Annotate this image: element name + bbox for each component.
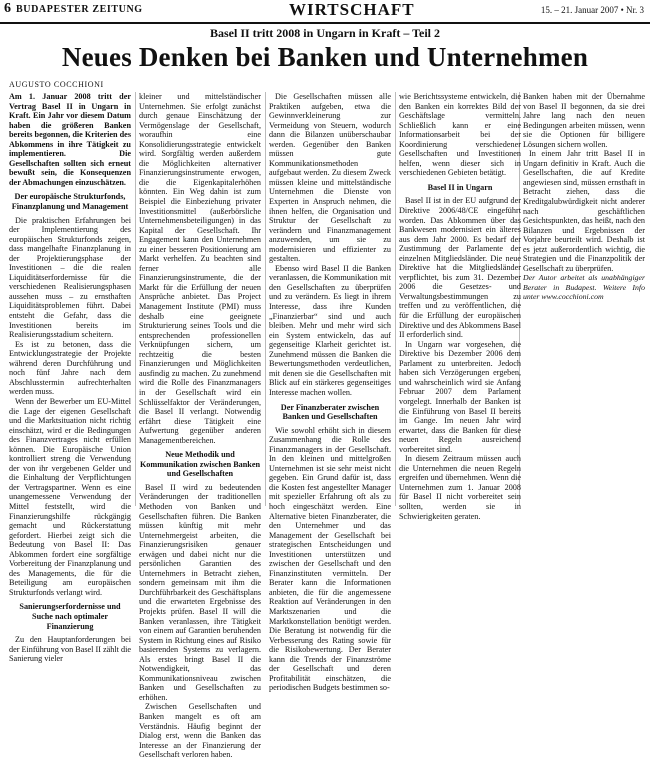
paragraph: In einem Jahr tritt Basel II in Ungarn definitiv in Kraft. Auch die Gesellschaften, die auf Kredite angewiesen sind, müssen ernsthaft in Betracht ziehen, dass die Kreditgalubwürdigkeit nicht anderer nach geschäftlichen Gesichtspunkten, das heißt, nach den Bilanzen und Ergebnissen der Vorjahre beurteilt wird. Deshalb ist es jetzt außerordentlich wichtig, die Strategien und die Finanzpolitik der Gesellschaft zu überprüfen. <box>523 149 645 273</box>
column-divider <box>135 92 136 506</box>
article-author: AUGUSTO COCCHIONI <box>9 80 104 89</box>
paragraph: kleiner und mittelständischer Unternehmen. Sie erfolgt zunächst durch genaue Einschätzung der Vermögenslage der Gesellschaft, woraufhin eine Konsolidierungsstrategie entwickelt wird. Sorgfältig werden außerdem die Möglichkeiten alternativer Finanzierungsinstrumente erwogen, die die Eigenkapitalerhöhen könnten. Ein Weg dahin ist zum Beispiel die Einbeziehung privater Investitionsmittel (außerbörsliche Unternehmensbeteiligungen) in das Kapital der Gesellschaft. Ihr Engagement kann den Unternehmen zu einer besseren Positionierung am Markt verhelfen. Zu beachten sind ferner alle Finanzierungsinstrumente, die der Markt für die Erfüllung der neuen Ansprüche anbietet. Das Project Management Institute (PMI) muss deshalb eine geeignete Strukturierung seines Tools und die entsprechenden professionellen Verknüpfungen sichern, um rechtzeitig die besten Finanzierungen und Möglichkeiten ausfindig zu machen. Zu zunehmend wird die Rolle des Finanzmanagers in der Gesellschaft wird ein Schlüsselfaktor der Veränderungen, die Basel II verlangt. Notwendig erfährt diese Tätigkeit eine Aufwertung gegenüber anderen Managementbereichen. <box>139 92 261 445</box>
paragraph: Wie sowohl erhöht sich in diesem Zusammenhang die Rolle des Finanzmanagers in der Gesellschaft. In den kleinen und mittelgroßen Unternehmen ist sie sehr meist nicht gegeben. Ein Grund dafür ist, dass die Kosten fest angestellter Manager mit spezieller Erfahrung oft als zu hoch eingeschätzt werden. Eine Alternative bieten Finanzberater, die den Unternehmer und das Management der Gesellschaft bei strategischen Entscheidungen und Investitionen unterstützen und zwischen der Gesellschaft und den Finanzinstituten vermitteln. Der Berater kann die Informationen anbieten, die für die angemessene Reaktion auf Veränderungen in den Marktszenarien und die Marktkonstellation benötigt werden. Die Beratung ist notwendig für die Verbesserung des Rating sowie für die Risikobewertung. Der Berater kann die Trends der Finanzströme der Gesellschaft und deren Profitabilität einschätzen, die periodischen Budgets bestimmen so- <box>269 425 391 693</box>
paragraph: Ebenso wird Basel II die Banken veranlassen, die Kommunikation mit den Gesellschaften zu überprüfen und zu verändern. Es liegt in ihrem Interesse, dass ihre Kunden „Finanzierbar“ sind und auch bleiben. Mehr und mehr wird sich ein System entwickeln, das auf gegenseitige Klarheit gerichtet ist. Zunehmend müssen die Banken die Bewertungsmethoden verdeutlichen, mit denen sie die Gesellschaften mit Blick auf ein stärkeres gegenseitiges Interesse machen wollen. <box>269 263 391 397</box>
paragraph: Die Gesellschaften müssen alle Praktiken aufgeben, etwa die Gewinnverkleinerung zur Vermeidung von Steuern, wodurch dann die Bilanzen unüberschaubar werden. Gegenüber den Banken müssen gute Kommunikationsmethoden aufgebaut werden. Zu diesem Zweck müssen kleine und mittelständische Unternehmen die Dienste von Experten in Anspruch nehmen, die ihnen helfen, die Organisation und Struktur der Gesellschaft zu verändern und Finanzmanagement anzuwenden, um sie zu modernisieren und effizienter zu gestalten. <box>269 92 391 264</box>
article-column-3 <box>269 92 391 693</box>
paragraph: Wenn der Bewerber um EU-Mittel die Lage der eigenen Gesellschaft und die Marktsituation nicht richtig einschätzt, wird er die Bedingungen des Finanzvertrages nicht erfüllen können. Die Europäische Union kontrolliert streng die Verwendung der von ihr vergebenen Gelder und die Einhaltung der Verpflichtungen der Vertragspartner. Wenn es eine unangemessene Verwendung der Mittel feststellt, wird die Finanzierungshilfe rückgängig gemacht und Rückerstattung gefordert. Hierbei zeigt sich die Bedeutung von Basel II: Das Abkommen fordert eine sorgfältige Vorbereitung der Finanzplanung und des Managements, die für die Beteiligung am europäischen Strukturfonds verlangt wird. <box>9 396 131 597</box>
article-kicker: Basel II tritt 2008 in Ungarn in Kraft – Teil 2 <box>209 26 440 40</box>
section-name: WIRTSCHAFT <box>289 0 415 19</box>
column-divider <box>395 92 396 506</box>
subheading: Neue Methodik und Kommunikation zwischen Banken und Gesellschaften <box>139 450 261 479</box>
subheading: Der europäische Strukturfonds, Finanzplanung und Management <box>11 192 129 212</box>
paragraph: In Ungarn war vorgesehen, die Direktive bis Dezember 2006 dem Parlament zu unterbreiten. Jedoch haben sich Verzögerungen ergeben, und wahrscheinlich wird sie Anfang Februar 2007 dem Parlament vorgelegt. Innerhalb der Banken ist die Einführung von Basel II bereits im Gange. Im neuen Jahr wird erwartet, dass die Banken für diese neuen Regeln ausreichend vorbereitet sind. <box>399 339 521 454</box>
paragraph: Banken haben mit der Übernahme von Basel II begonnen, da sie drei Jahre lang nach den neuen Bedingungen arbeiten müssen, wenn sie die Optionen für billigere Lösungen sichern wollen. <box>523 92 645 149</box>
article-lead: Am 1. Januar 2008 tritt der Vertrag Basel II in Ungarn in Kraft. Ein Jahr vor diesem Datum haben die größeren Banken bereits begonnen, die Kriterien des Abkommens in ihre Tätigkeit zu implementieren. Die Gesellschaften sollten sich erneut bewußt sein, die Konsequenzen der Abmachungen einzuschätzen. <box>9 92 131 187</box>
page-header <box>0 0 650 24</box>
article-column-5 <box>523 92 645 506</box>
paragraph: Basel II ist in der EU aufgrund der Direktive 2006/48/CE eingeführt worden. Das Abkommen über das Bankwesen modernisiert ein älteres aus dem Jahr 2000. Es bedarf der Zustimmung der Parlamente der einzelnen Mitgliedsländer. Die neue Direktive hat die Mitgliedsländer verpflichtet, bis zum 31. Dezember 2006 die Gesetzes- und Verwaltungsbestimmungen zu treffen und zu veröffentlichen, die für die Erfüllung der europäischen Direktive und des Abkommens Basel II erforderlich sind. <box>399 196 521 340</box>
paragraph: Zwischen Gesellschaften und Banken mangelt es oft am Verständnis. Häufig beginnt der Dialog erst, wenn die Banken das Interesse an der Finanzierung der Gesellschaft verloren haben. <box>139 702 261 760</box>
article-headline: Neues Denken bei Banken und Unternehmen <box>61 42 589 72</box>
paragraph: Basel II wird zu bedeutenden Veränderungen der traditionellen Methoden von Banken und Gesellschaften führen. Die Banken müssen künftig mit mehr Unternehmergeist arbeiten, die Finanzierungsrisiken genauer erwägen und dabei nicht nur die persönlichen Garantien des Unternehmers in Betracht ziehen, sondern gemeinsam mit ihm die Durchführbarkeit des Geschäftsplans und die erwarteten Ergebnisse des Projekts prüfen. Basel II will die Banken veranlassen, ihre Tätigkeit von einem auf Garantien beruhenden System in Richtung eines auf Risiko basierenden Systems zu verlagern. Als erstes bringt Basel II die Notwendigkeit, das Kommunikationsniveau zwischen Banken und Gesellschaften zu erhöhen. <box>139 482 261 702</box>
subheading: Basel II in Ungarn <box>427 182 493 192</box>
issue-info: 15. – 21. Januar 2007 • Nr. 3 <box>540 5 644 15</box>
paper-name: BUDAPESTER ZEITUNG <box>16 4 143 15</box>
article-column-4 <box>399 92 521 521</box>
paragraph: In diesem Zeitraum müssen auch die Unternehmen die neuen Regeln ergreifen und übernehmen. Wenn die Unternehmen zum 1. Januar 2008 für Basel II nicht vorbereitet sein sollten, werden sie in Schwierigkeiten geraten. <box>399 454 521 521</box>
page-number: 6 <box>4 1 11 16</box>
article-column-2 <box>139 92 261 760</box>
paragraph: wie Berichtssysteme entwickeln, die den Banken ein korrektes Bild der Geschäftslage vermitteln. Schließlich kann er eine Informationsarbeit bei der Koordinierung verschiedener Gesellschaften und Investitionen helfen, wenn dieser sich in verschiedenen Gebieten betätigt. <box>399 92 521 178</box>
subheading: Der Finanzberater zwischen Banken und Gesellschaften <box>280 402 380 422</box>
column-divider <box>265 92 266 506</box>
article-column-1 <box>9 92 131 664</box>
paragraph: Zu den Hauptanforderungen bei der Einführung von Basel II zählt die Sanierung vieler <box>9 635 131 664</box>
paragraph: Die praktischen Erfahrungen bei der Implementierung des europäischen Strukturfonds zeigen, dass mangelhafte Finanzplanung in der Projektierungsphase der Investitionen – die die realen Liquiditätserfordernisse für die verschiedenen Realisierungsphasen aussehen muss – zu ernsthaften Liquiditätsproblemen führt. Dabei entsteht die Gefahr, dass die Investitionen bereits im Realisierungsstadium scheitern. <box>9 215 131 340</box>
subheading: Sanierungserfordernisse und Suche nach optimaler Finanzierung <box>19 602 121 631</box>
paragraph: Es ist zu betonen, dass die Entwicklungsstrategie der Projekte während deren Durchführung und noch fünf Jahre nach dem Abschlusstermin aufrechterhalten werden muss. <box>9 339 131 397</box>
author-note: Der Autor arbeitet als unabhängiger Berater in Budapest. Weitere Info unter www.cocchioni.com <box>523 273 645 302</box>
